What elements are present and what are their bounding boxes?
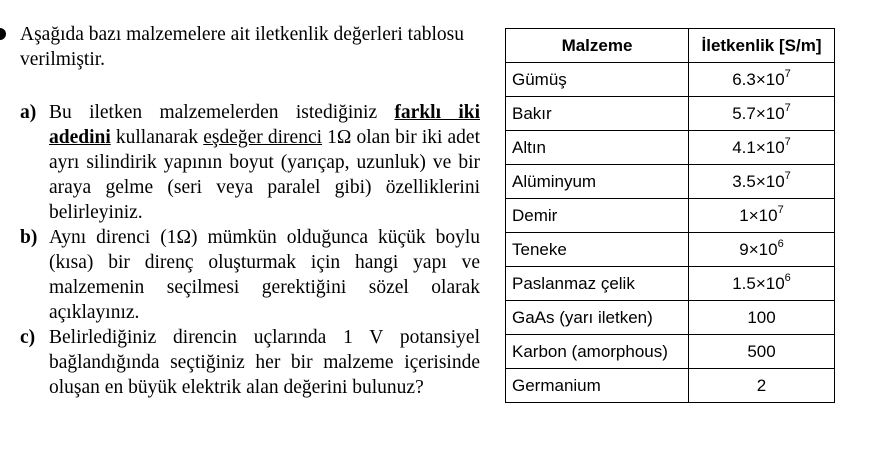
header-conductivity: İletkenlik [S/m] xyxy=(689,29,835,63)
conductivity-exponent: 7 xyxy=(784,101,791,114)
question-text xyxy=(0,22,480,400)
question-a-text-3: 1Ω olan bir iki adet ayrı silindirik yapının boyut (yarıçap, uzunluk) ve bir araya gelme (seri veya paralel gibi) özelliklerini belirleyiniz. xyxy=(49,127,480,223)
question-b-text: Aynı direnci (1Ω) mümkün olduğunca küçük boylu (kısa) bir direnç oluşturmak için hangi yapı ve malzemenin seçilmesi gerektiğini sözel olarak açıklayınız. xyxy=(49,227,480,323)
question-a-underlined: eşdeğer direnci xyxy=(203,127,323,148)
material-cell: Altın xyxy=(506,131,689,165)
material-cell: Gümüş xyxy=(506,63,689,97)
table-row xyxy=(506,233,835,267)
question-a xyxy=(0,100,480,225)
conductivity-value: 1×10 xyxy=(739,205,778,225)
material-cell: GaAs (yarı iletken) xyxy=(506,301,689,335)
conductivity-cell xyxy=(689,335,835,369)
question-b-label: b) xyxy=(20,227,38,248)
conductivity-value: 4.1×10 xyxy=(732,137,785,157)
material-cell: Teneke xyxy=(506,233,689,267)
conductivity-cell xyxy=(689,165,835,199)
table-row xyxy=(506,97,835,131)
conductivity-exponent: 6 xyxy=(777,237,784,250)
question-a-text-1: Bu iletken malzemelerden istediğiniz xyxy=(49,102,395,123)
conductivity-exponent: 7 xyxy=(784,67,791,80)
conductivity-value: 9×10 xyxy=(739,239,778,259)
material-cell: Alüminyum xyxy=(506,165,689,199)
question-a-text-2: kullanarak xyxy=(110,127,204,148)
conductivity-value: 1.5×10 xyxy=(732,273,785,293)
table-body xyxy=(506,63,835,403)
conductivity-value: 5.7×10 xyxy=(732,103,785,123)
table-row xyxy=(506,369,835,403)
table-row xyxy=(506,301,835,335)
conductivity-cell xyxy=(689,97,835,131)
conductivity-cell xyxy=(689,131,835,165)
conductivity-value: 500 xyxy=(747,341,776,361)
material-cell: Paslanmaz çelik xyxy=(506,267,689,301)
question-a-label: a) xyxy=(20,102,37,123)
question-a-emphasis: farklı iki adedini xyxy=(49,102,480,148)
conductivity-cell xyxy=(689,199,835,233)
conductivity-cell xyxy=(689,301,835,335)
header-material: Malzeme xyxy=(506,29,689,63)
conductivity-value: 100 xyxy=(747,307,776,327)
table-row xyxy=(506,165,835,199)
question-c xyxy=(0,325,480,400)
question-c-label: c) xyxy=(20,327,36,348)
table-row xyxy=(506,267,835,301)
table-header-row xyxy=(506,29,835,63)
conductivity-value: 6.3×10 xyxy=(732,69,785,89)
conductivity-exponent: 7 xyxy=(784,135,791,148)
conductivity-exponent: 6 xyxy=(784,271,791,284)
intro-text: Aşağıda bazı malzemelere ait iletkenlik değerleri tablosu verilmiştir. xyxy=(20,24,464,70)
conductivity-cell xyxy=(689,233,835,267)
conductivity-cell xyxy=(689,267,835,301)
conductivity-table xyxy=(505,28,835,403)
material-cell: Germanium xyxy=(506,369,689,403)
table-row xyxy=(506,335,835,369)
conductivity-cell xyxy=(689,369,835,403)
material-cell: Bakır xyxy=(506,97,689,131)
conductivity-exponent: 7 xyxy=(777,203,784,216)
question-c-text: Belirlediğiniz direncin uçlarında 1 V potansiyel bağlandığında seçtiğiniz her bir malzeme içerisinde oluşan en büyük elektrik alan değerini bulunuz? xyxy=(49,327,480,398)
material-cell: Demir xyxy=(506,199,689,233)
conductivity-exponent: 7 xyxy=(784,169,791,182)
conductivity-cell xyxy=(689,63,835,97)
material-cell: Karbon (amorphous) xyxy=(506,335,689,369)
conductivity-value: 2 xyxy=(756,375,767,395)
table-row xyxy=(506,199,835,233)
conductivity-value: 3.5×10 xyxy=(732,171,785,191)
table-row xyxy=(506,131,835,165)
table-row xyxy=(506,63,835,97)
question-b xyxy=(0,225,480,325)
